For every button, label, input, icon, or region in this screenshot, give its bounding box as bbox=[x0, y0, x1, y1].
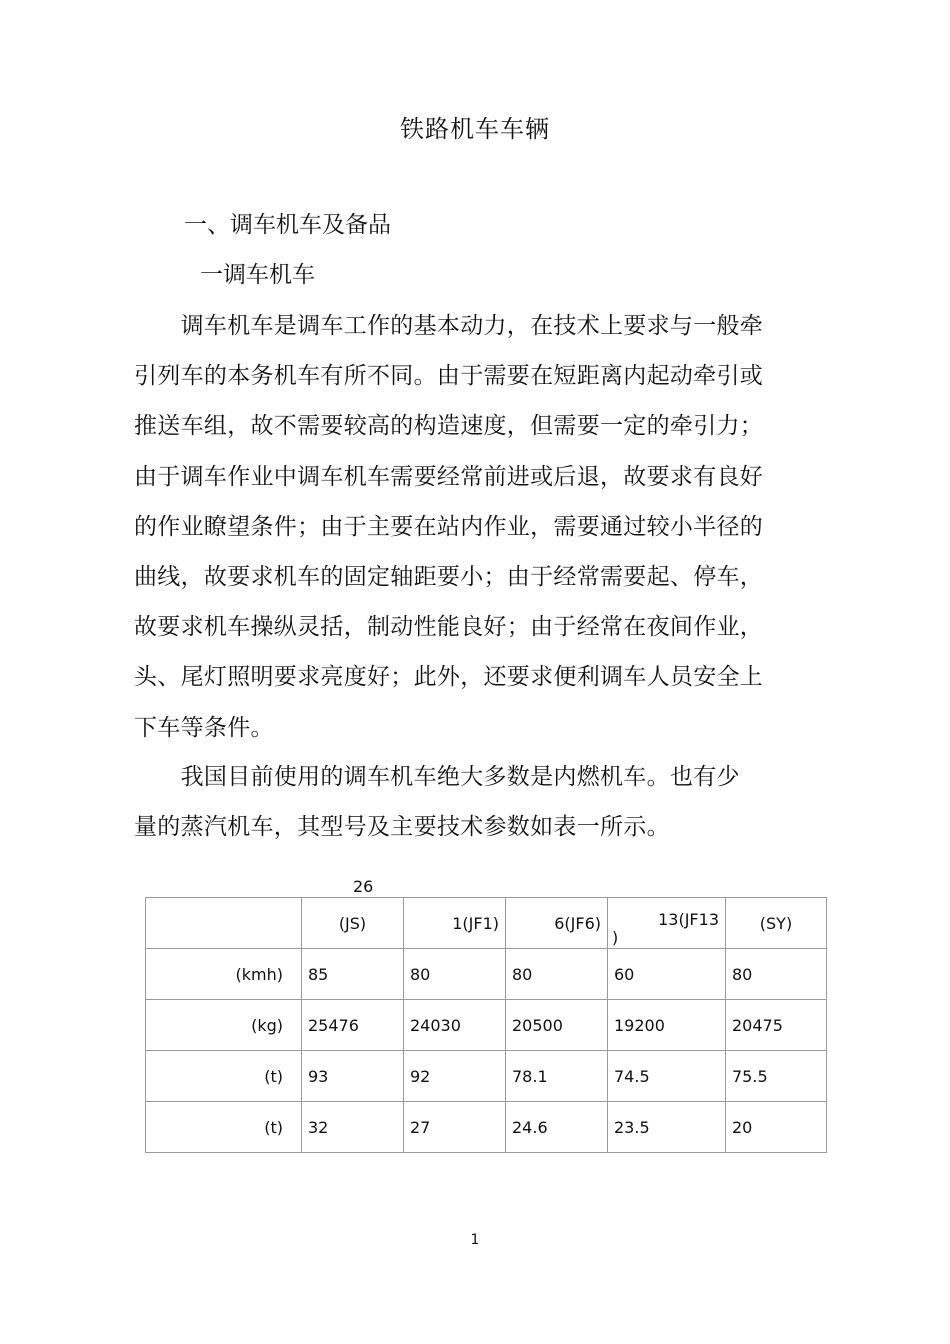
paragraph-line: 我国目前使用的调车机车绝大多数是内燃机车。也有少 bbox=[134, 764, 740, 790]
table-row bbox=[146, 1051, 827, 1102]
table-cell: 74.5 bbox=[608, 1051, 726, 1102]
table-row-label: (kmh) bbox=[146, 949, 302, 1000]
table-cell: 20500 bbox=[506, 1000, 608, 1051]
table-cell: 24.6 bbox=[506, 1102, 608, 1153]
table-header-cell bbox=[146, 898, 302, 949]
table-row-label: (kg) bbox=[146, 1000, 302, 1051]
table-header-cell: 1(JF1) bbox=[404, 898, 506, 949]
paragraph-1 bbox=[134, 301, 834, 753]
table-cell: 25476 bbox=[302, 1000, 404, 1051]
table-cell: 80 bbox=[506, 949, 608, 1000]
subsection-heading: 一调车机车 bbox=[200, 262, 315, 288]
table-cell: 24030 bbox=[404, 1000, 506, 1051]
table-cell: 85 bbox=[302, 949, 404, 1000]
paragraph-line: 的作业瞭望条件；由于主要在站内作业，需要通过较小半径的 bbox=[134, 513, 764, 540]
table-header-row bbox=[146, 898, 827, 949]
table-header-cell bbox=[608, 898, 726, 949]
table-cell: 93 bbox=[302, 1051, 404, 1102]
paragraph-line: 推送车组，故不需要较高的构造速度，但需要一定的牵引力； bbox=[134, 413, 764, 440]
paragraph-2 bbox=[134, 752, 834, 852]
paragraph-line: 调车机车是调车工作的基本动力，在技术上要求与一般牵 bbox=[134, 313, 764, 339]
table-header-cell: 6(JF6) bbox=[506, 898, 608, 949]
paragraph-line: 由于调车作业中调车机车需要经常前进或后退，故要求有良好 bbox=[134, 463, 764, 490]
paragraph-line: 下车等条件。 bbox=[134, 714, 274, 741]
table-cell: 75.5 bbox=[726, 1051, 827, 1102]
table-header-text: 13(JF13 bbox=[658, 910, 719, 929]
table-cell: 32 bbox=[302, 1102, 404, 1153]
table-cell: 80 bbox=[404, 949, 506, 1000]
table-row bbox=[146, 1000, 827, 1051]
table-cell: 92 bbox=[404, 1051, 506, 1102]
table-header-cell: (SY) bbox=[726, 898, 827, 949]
table-cell: 23.5 bbox=[608, 1102, 726, 1153]
section-heading: 一、调车机车及备品 bbox=[184, 212, 391, 238]
table-cell: 19200 bbox=[608, 1000, 726, 1051]
table-cell: 20 bbox=[726, 1102, 827, 1153]
table-cell: 27 bbox=[404, 1102, 506, 1153]
document-title: 铁路机车车辆 bbox=[400, 115, 550, 143]
table-header-text: ) bbox=[612, 928, 619, 947]
table-cell: 80 bbox=[726, 949, 827, 1000]
paragraph-line: 曲线，故要求机车的固定轴距要小；由于经常需要起、停车， bbox=[134, 564, 764, 591]
page-number: 1 bbox=[470, 1232, 480, 1248]
table-header-cell: (JS) bbox=[302, 898, 404, 949]
table-row bbox=[146, 1102, 827, 1153]
table-row bbox=[146, 949, 827, 1000]
locomotive-spec-table bbox=[145, 897, 827, 1153]
table-cell: 78.1 bbox=[506, 1051, 608, 1102]
table-cell: 60 bbox=[608, 949, 726, 1000]
table-row-label: (t) bbox=[146, 1102, 302, 1153]
paragraph-line: 故要求机车操纵灵括，制动性能良好；由于经常在夜间作业， bbox=[134, 614, 764, 641]
table-row-label: (t) bbox=[146, 1051, 302, 1102]
paragraph-line: 引列车的本务机车有所不同。由于需要在短距离内起动牵引或 bbox=[134, 363, 764, 390]
table-cell: 20475 bbox=[726, 1000, 827, 1051]
table-caption: 26 bbox=[353, 877, 374, 896]
paragraph-line: 量的蒸汽机车，其型号及主要技术参数如表一所示。 bbox=[134, 814, 670, 841]
paragraph-line: 头、尾灯照明要求亮度好；此外，还要求便利调车人员安全上 bbox=[134, 664, 764, 691]
